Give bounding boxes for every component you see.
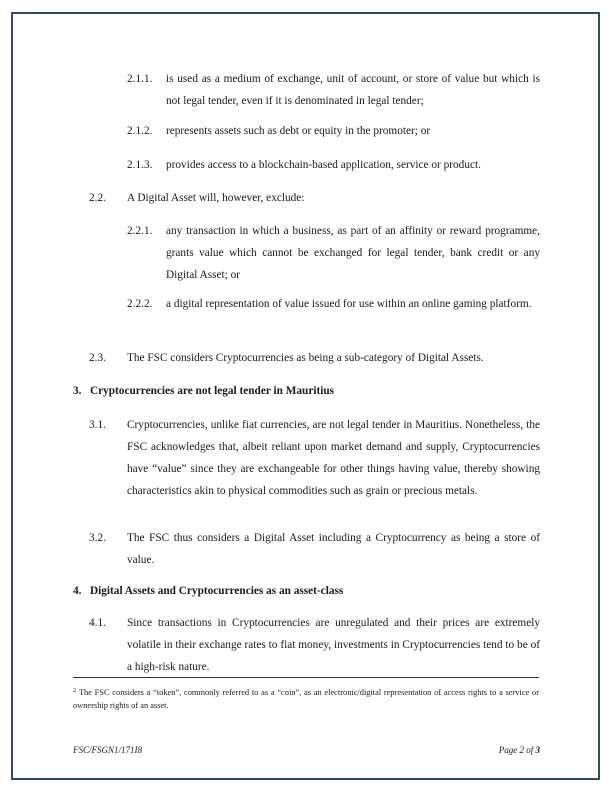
paragraph: provides access to a blockchain-based application, service or product.	[166, 159, 481, 171]
paragraph: a digital representation of value issued for use within an online gaming platform.	[166, 298, 532, 310]
item-number: 2.1.3.	[127, 159, 153, 171]
item-number: 2.2.1.	[127, 225, 153, 237]
paragraph: Cryptocurrencies, unlike fiat currencies, are not legal tender in Mauritius. Nonetheless, the FSC acknowledges that, albeit reliant upon market demand and supply, Cryptocurrencies have “value” since they are exchangeable for other things having value, thereby showing characteristics akin to physical commodities such as grain or precious metals.	[127, 419, 540, 497]
page-prefix: Page	[498, 745, 520, 755]
page-total: 3	[535, 745, 540, 755]
item-number: 2.1.1.	[127, 73, 153, 85]
paragraph: is used as a medium of exchange, unit of account, or store of value but which is not legal tender, even if it is denominated in legal tender;	[166, 73, 540, 107]
item-number: 2.2.	[89, 192, 106, 204]
section-heading: 3. Cryptocurrencies are not legal tender in Mauritius	[73, 385, 335, 397]
paragraph: represents assets such as debt or equity in the promoter; or	[166, 125, 431, 137]
page-of: of	[523, 745, 536, 755]
item-number: 3.2.	[89, 532, 106, 544]
footnote	[73, 684, 539, 712]
page-number	[440, 745, 540, 755]
item-number: 4.1.	[89, 617, 106, 629]
footnote-marker: 2	[73, 687, 77, 694]
page-current: 2	[519, 745, 524, 755]
item-number: 2.1.2.	[127, 125, 153, 137]
section-heading: 4. Digital Assets and Cryptocurrencies as an asset-class	[73, 585, 344, 597]
paragraph: Since transactions in Cryptocurrencies are unregulated and their prices are extremely volatile in their exchange rates to fiat money, investments in Cryptocurrencies tend to be of a high-risk nature.	[127, 617, 540, 673]
footnote-separator	[73, 677, 539, 678]
paragraph: A Digital Asset will, however, exclude:	[127, 192, 305, 204]
document-reference: FSC/FSGN1/171I8	[73, 745, 142, 755]
footnote-text: The FSC considers a “token”, commonly referred to as a “coin”, as an electronic/digital representation of access rights to a service or ownership rights of an asset.	[73, 688, 539, 710]
item-number: 2.3.	[89, 352, 106, 364]
paragraph: The FSC considers Cryptocurrencies as being a sub-category of Digital Assets.	[127, 352, 484, 364]
item-number: 2.2.2.	[127, 298, 153, 310]
paragraph: any transaction in which a business, as part of an affinity or reward programme, grants value which cannot be exchanged for legal tender, bank credit or any Digital Asset; or	[166, 225, 540, 281]
paragraph: The FSC thus considers a Digital Asset including a Cryptocurrency as being a store of value.	[127, 532, 540, 566]
item-number: 3.1.	[89, 419, 106, 431]
